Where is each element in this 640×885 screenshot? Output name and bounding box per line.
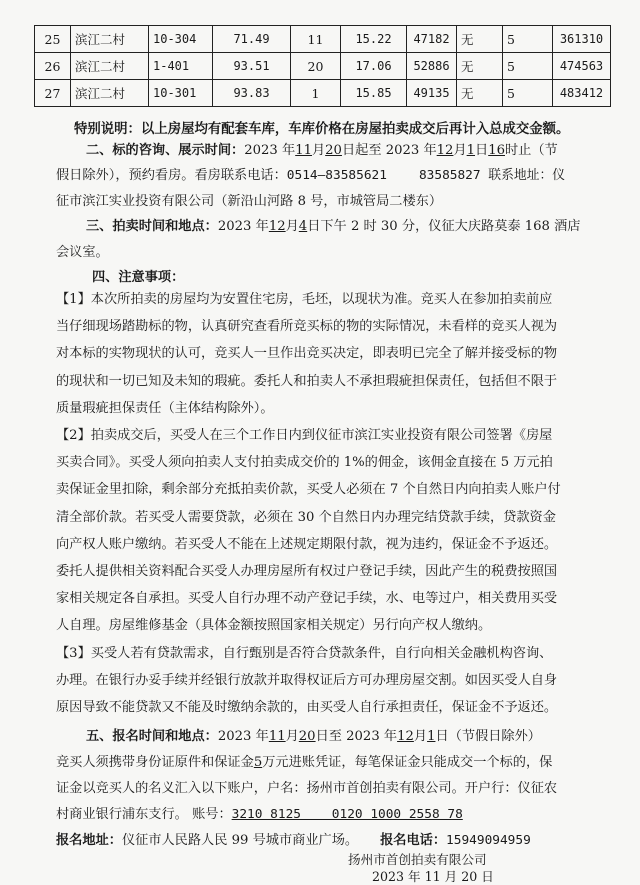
row-number-cell: 27	[35, 80, 71, 107]
signature-date: 2023 年 11 月 20 日	[372, 869, 494, 884]
reg-start-month: 11	[268, 729, 286, 744]
property-table	[34, 25, 611, 107]
phone-label: 报名电话：	[380, 833, 447, 848]
reg-start-day: 20	[298, 729, 316, 744]
floor-number-cell: 11	[291, 26, 341, 53]
note-1-line: 当仔细现场踏勘标的物，认真研究查看所竞买标的物的实际情况，未看样的竞买人视为	[56, 319, 558, 335]
section-4-title: 四、注意事项：	[92, 270, 185, 285]
deposit-cell: 49135	[407, 80, 457, 107]
end-hour: 16	[488, 143, 505, 158]
lease-status-cell: 无	[457, 80, 503, 107]
address-label: 报名地址：	[56, 833, 122, 848]
note-2-line: 家相关规定各自承担。买受人自行办理不动产登记手续，水、电等过户，相关费用买受	[56, 591, 558, 607]
row-number-cell: 25	[35, 26, 71, 53]
note-3-line: 原因导致不能贷款又不能及时缴纳余款的，由买受人自行承担责任，保证金不予返还。	[56, 700, 558, 716]
note-3-line: 【3】买受人若有贷款需求，自行甄别是否符合贷款条件，自行向相关金融机构咨询、	[56, 646, 553, 661]
end-month: 12	[436, 143, 454, 158]
registration-phone: 15949094959	[446, 833, 531, 848]
special-note: 特别说明：以上房屋均有配套车库，车库价格在房屋拍卖成交后再计入总成交金额。	[74, 122, 570, 137]
note-2-line: 卖保证金里扣除，剩余部分充抵拍卖价款，买受人必须在 7 个自然日内向拍卖人账户付	[56, 482, 561, 498]
note-3	[56, 640, 608, 722]
section-2-line-2: 假日除外），预约看房。看房联系电话：0514—83585621 83585827 联系地址：仪	[56, 168, 566, 183]
section-2-title: 二、标的咨询、展示时间：	[86, 143, 245, 158]
community-name-cell: 滨江二村	[71, 53, 149, 80]
viewing-phone: 0514—83585621	[286, 168, 387, 183]
unit-price-cell: 17.06	[341, 53, 407, 80]
start-day: 20	[325, 143, 342, 158]
section-5-line-3: 证金以竞买人的名义汇入以下账户，户名：扬州市首创拍卖有限公司。开户行：仪征农	[56, 781, 558, 796]
note-2-line: 【2】拍卖成交后，买受人在三个工作日内到仪征市滨江实业投资有限公司签署《房屋	[56, 428, 553, 443]
total-price-cell: 474563	[553, 53, 611, 80]
community-name-cell: 滨江二村	[71, 80, 149, 107]
floor-area-cell: 71.49	[213, 26, 291, 53]
note-1-line: 的现状和一切已知及未知的瑕疵。委托人和拍卖人不承担瑕疵担保责任，包括但不限于	[56, 373, 558, 389]
start-month: 11	[295, 143, 312, 158]
section-3-line-1: 三、拍卖时间和地点：2023 年12月4日下午 2 时 30 分，仪征大庆路莫泰 168 酒店	[86, 219, 581, 234]
unit-price-cell: 15.85	[341, 80, 407, 107]
section-3-title: 三、拍卖时间和地点：	[86, 219, 218, 234]
registration-address: 仪征市人民路人民 99 号城市商业广场。	[121, 833, 359, 848]
note-2-line: 人自理。房屋维修基金（具体金额按照国家相关规定）另行向产权人缴纳。	[56, 618, 492, 634]
bid-increment-cell: 5	[503, 26, 553, 53]
bid-increment-cell: 5	[503, 80, 553, 107]
note-2-line: 清全部价款。若买受人需要贷款，必须在 30 个自然日内办理完结贷款手续，贷款资金	[56, 509, 556, 525]
section-5-line-1: 五、报名时间和地点：2023 年11月20日至 2023 年12月1日（节假日除外）	[86, 729, 541, 744]
note-2	[56, 422, 608, 640]
room-number-cell: 10-304	[149, 26, 213, 53]
room-number-cell: 1-401	[149, 53, 213, 80]
note-1	[56, 286, 608, 422]
note-2-line: 向产权人账户缴纳。若买受人不能在上述规定期限付款，视为违约，保证金不予返还。	[56, 536, 558, 552]
table-row	[35, 26, 611, 53]
signature-company: 扬州市首创拍卖有限公司	[348, 852, 487, 867]
community-name-cell: 滨江二村	[71, 26, 149, 53]
section-3-line-2: 会议室。	[56, 245, 109, 260]
lease-status-cell: 无	[457, 26, 503, 53]
reg-end-month: 12	[397, 729, 414, 744]
floor-area-cell: 93.83	[213, 80, 291, 107]
total-price-cell: 483412	[553, 80, 611, 107]
section-2-line-1: 二、标的咨询、展示时间：2023 年11月20日起至 2023 年12月1日16时止（节	[86, 143, 558, 158]
reg-end-day: 1	[427, 729, 436, 744]
section-5-line-4: 村商业银行浦东支行。 账号：3210 8125 0120 1000 2558 78	[56, 807, 463, 822]
floor-number-cell: 1	[291, 80, 341, 107]
total-price-cell: 361310	[553, 26, 611, 53]
bid-increment-cell: 5	[503, 53, 553, 80]
lease-status-cell: 无	[457, 53, 503, 80]
floor-number-cell: 20	[291, 53, 341, 80]
section-5-title: 五、报名时间和地点：	[86, 729, 218, 744]
section-5-line-2: 竞买人须携带身份证原件和保证金5万元进账凭证，每笔保证金只能成交一个标的，保	[56, 755, 553, 770]
row-number-cell: 26	[35, 53, 71, 80]
table-row	[35, 53, 611, 80]
note-3-line: 办理。在银行办妥手续并经银行放款并取得权证后方可办理房屋交割。如因买受人自身	[56, 673, 558, 689]
room-number-cell: 10-301	[149, 80, 213, 107]
auction-day: 4	[298, 219, 308, 234]
property-table-body	[35, 26, 611, 107]
note-1-line: 质量瑕疵担保责任（主体结构除外）。	[56, 400, 274, 416]
section-5-line-5	[56, 829, 531, 848]
auction-month: 12	[268, 219, 286, 234]
note-1-line: 对本标的实物现状的认可，竞买人一旦作出竞买决定，即表明已完全了解并接受标的物	[56, 346, 558, 362]
floor-area-cell: 93.51	[213, 53, 291, 80]
deposit-cell: 52886	[407, 53, 457, 80]
bank-account: 3210 8125 0120 1000 2558 78	[231, 807, 463, 822]
section-2-line-3: 征市滨江实业投资有限公司（新沿山河路 8 号，市城管局二楼东）	[56, 194, 443, 209]
note-1-line: 【1】本次所拍卖的房屋均为安置住宅房，毛坯，以现状为准。竞买人在参加拍卖前应	[56, 292, 553, 307]
note-2-line: 委托人提供相关资料配合买受人办理房屋所有权过户登记手续，因此产生的税费按照国	[56, 563, 558, 579]
end-day: 1	[466, 143, 476, 158]
table-row	[35, 80, 611, 107]
note-2-line: 买卖合同》。买受人须向拍卖人支付拍卖成交价的 1%的佣金，该佣金直接在 5 万元拍	[56, 455, 553, 471]
deposit-cell: 47182	[407, 26, 457, 53]
deposit-amount: 5	[253, 755, 263, 770]
unit-price-cell: 15.22	[341, 26, 407, 53]
